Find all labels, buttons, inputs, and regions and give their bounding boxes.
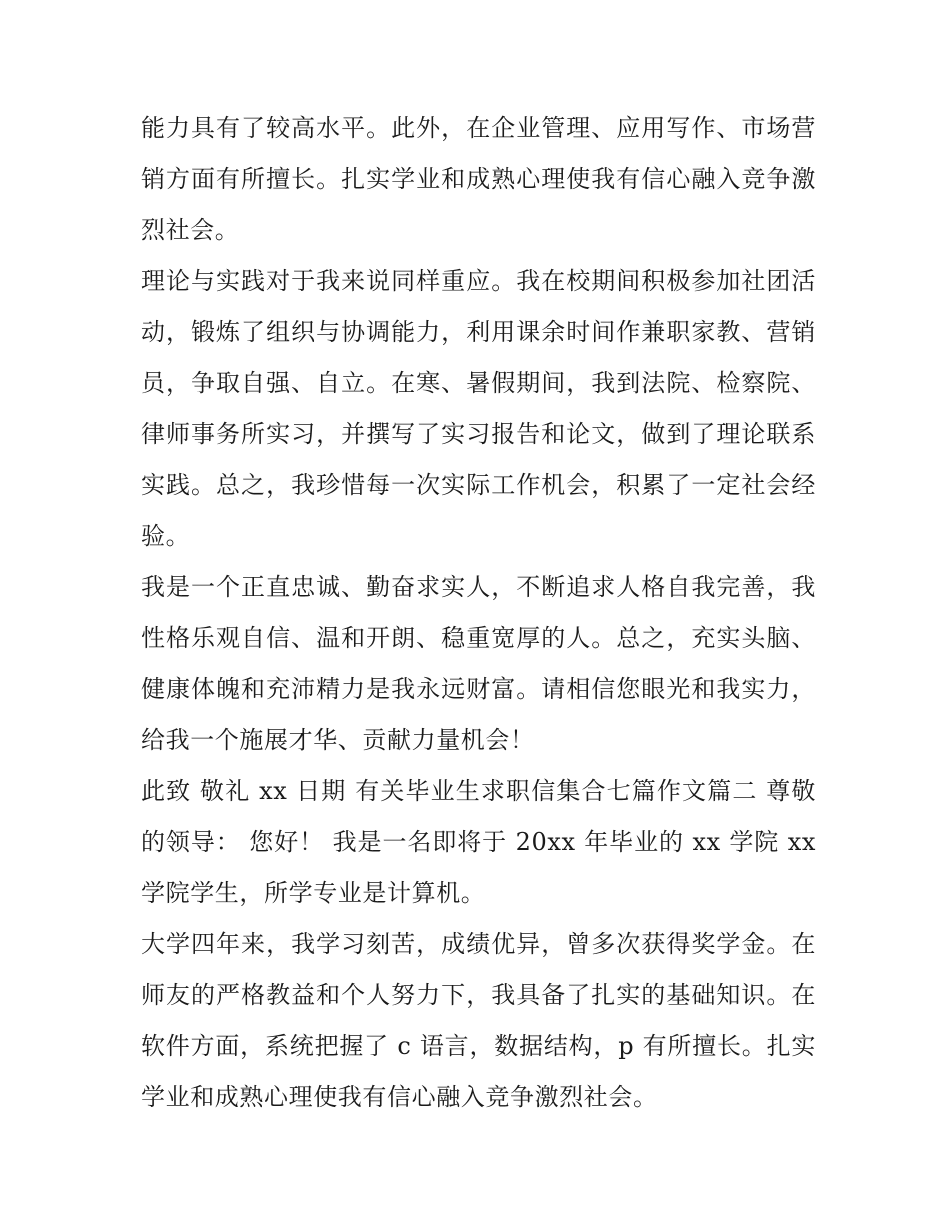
paragraph-practice: 理论与实践对于我来说同样重应。我在校期间积极参加社团活动，锻炼了组织与协调能力，利用课余时间作兼职家教、营销员，争取自强、自立。在寒、暑假期间，我到法院、检察院、律师事务所实习，并撰写了实习报告和论文，做到了理论联系实践。总之，我珍惜每一次实际工作机会，积累了一定社会经验。: [141, 267, 816, 550]
paragraph-study: 大学四年来，我学习刻苦，成绩优异，曾多次获得奖学金。在师友的严格教益和个人努力下，我具备了扎实的基础知识。在软件方面，系统把握了 c 语言，数据结构，p 有所擅长。扎实学业和成熟心理使我有信心融入竞争激烈社会。: [141, 930, 816, 1111]
paragraph-character: 我是一个正直忠诚、勤奋求实人，不断追求人格自我完善，我性格乐观自信、温和开朗、稳重宽厚的人。总之，充实头脑、健康体魄和充沛精力是我永远财富。请相信您眼光和我实力，给我一个施展才华、贡献力量机会！: [141, 573, 816, 754]
document-body: [141, 103, 816, 1123]
paragraph-skills: 能力具有了较高水平。此外，在企业管理、应用写作、市场营销方面有所擅长。扎实学业和成熟心理使我有信心融入竞争激烈社会。: [141, 114, 816, 244]
paragraph-letter-two-opening: 此致 敬礼 xx 日期 有关毕业生求职信集合七篇作文篇二 尊敬的领导： 您好！ 我是一名即将于 20xx 年毕业的 xx 学院 xx 学院学生，所学专业是计算机。: [141, 777, 816, 907]
